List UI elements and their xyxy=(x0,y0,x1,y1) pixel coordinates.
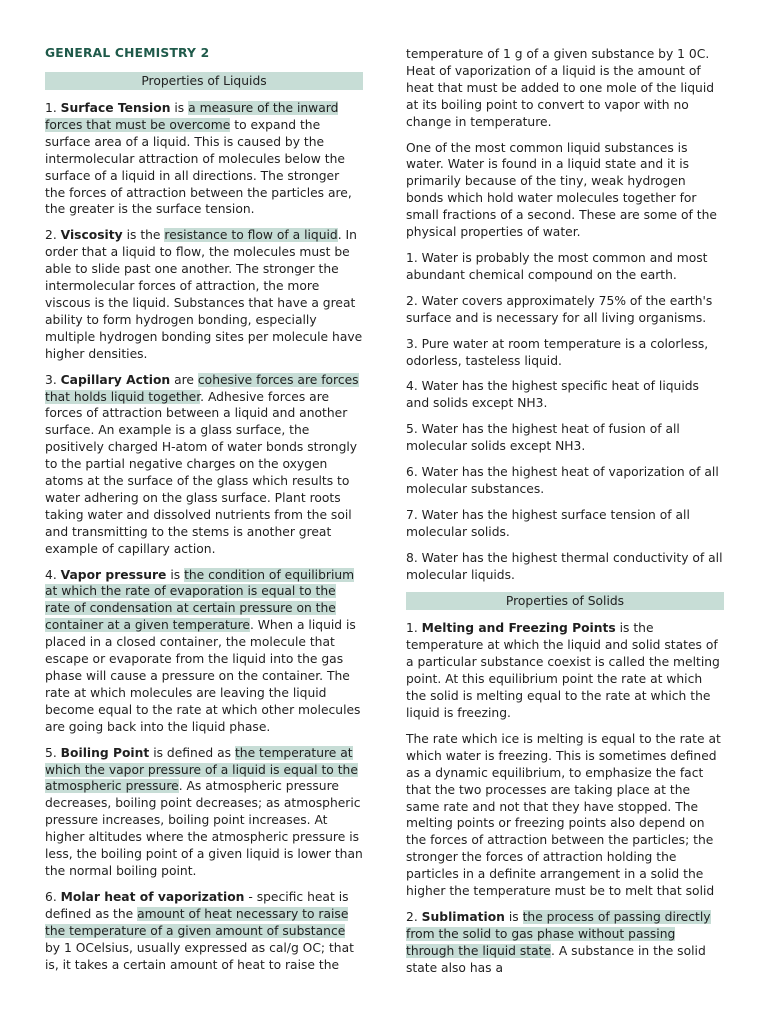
highlight-definition: a measure of the inward forces that must be overcome xyxy=(45,101,339,132)
term-surface-tension: Surface Tension xyxy=(60,101,171,115)
section-header-liquids: Properties of Liquids xyxy=(45,72,363,90)
highlight-definition: amount of heat necessary to raise the temperature of a given amount of substance xyxy=(45,906,349,938)
paragraph-capillary-action: 3. Capillary Action are cohesive forces are forces that holds liquid together. Adhesive forces are forces of attraction between a liquid and another surface. An example is a glass surface, the positively charged H-atom of water bonds strongly to the partial negative charges on the oxygen atoms at the surface of the glass which results to water adhering on the glass surface. Plant roots taking water and dissolved nutrients from the soil and transmitting to the stems is another great example of capillary action. xyxy=(45,372,359,556)
term-vapor-pressure: Vapor pressure xyxy=(60,567,167,582)
water-property-3: 3. Pure water at room temperature is a colorless, odorless, tasteless liquid. xyxy=(406,336,709,368)
water-property-1: 1. Water is probably the most common and most abundant chemical compound on the earth. xyxy=(406,250,708,282)
left-column xyxy=(45,72,363,982)
document-title: GENERAL CHEMISTRY 2 xyxy=(45,46,210,60)
paragraph-water-intro: One of the most common liquid substances is water. Water is found in a liquid state and it is primarily because of the tiny, weak hydrogen bonds which hold water molecules together for small fractions of a second. These are some of the physical properties of water. xyxy=(406,140,717,240)
highlight-definition: the condition of equilibrium at which the rate of evaporation is equal to the rate of condensation at certain pressure on the container at a given temperature xyxy=(45,567,355,633)
term-viscosity: Viscosity xyxy=(60,228,123,243)
highlight-definition: the process of passing directly from the solid to gas phase without passing through the liquid state xyxy=(406,909,711,958)
water-property-8: 8. Water has the highest thermal conductivity of all molecular liquids. xyxy=(406,550,723,582)
highlight-definition: resistance to flow of a liquid xyxy=(164,228,338,243)
water-property-4: 4. Water has the highest specific heat of liquids and solids except NH3. xyxy=(406,379,699,411)
term-molar-heat-vaporization: Molar heat of vaporization xyxy=(60,889,245,904)
paragraph-heat-vaporization-cont: temperature of 1 g of a given substance by 1 0C. Heat of vaporization of a liquid is the amount of heat that must be added to one mole of the liquid at its boiling point to convert to vapor with no change in temperature. xyxy=(406,47,715,129)
section-header-solids: Properties of Solids xyxy=(406,592,724,610)
paragraph-surface-tension: 1. Surface Tension is a measure of the inward forces that must be overcome to expand the surface area of a liquid. This is caused by the intermolecular attraction of molecules below the surface of a liquid in all directions. The stronger the forces of attraction between the particles are, the greater is the surface tension. xyxy=(45,101,352,217)
paragraph-dynamic-equilibrium: The rate which ice is melting is equal to the rate at which water is freezing. This is sometimes defined as a dynamic equilibrium, to emphasize the fact that the two processes are taking place at the same rate and not that they have stopped. The melting points or freezing points also depend on the forces of attraction between the particles; the stronger the forces of attraction holding the particles in a definite arrangement in a solid the higher the temperature must be to melt that solid xyxy=(406,731,721,899)
paragraph-melting-freezing: 1. Melting and Freezing Points is the temperature at which the liquid and solid states of a particular substance coexist is called the melting point. At this equilibrium point the rate at which the solid is melting equal to the rate at which the liquid is freezing. xyxy=(406,621,720,720)
water-property-5: 5. Water has the highest heat of fusion of all molecular solids except NH3. xyxy=(406,422,680,454)
term-melting-freezing: Melting and Freezing Points xyxy=(421,621,616,636)
paragraph-viscosity: 2. Viscosity is the resistance to flow of a liquid. In order that a liquid to flow, the molecules must be able to slide past one another. The stronger the intermolecular forces of attraction, the more viscous is the liquid. Substances that have a great ability to form hydrogen bonding, especially multiple hydrogen bonding sites per molecule have higher densities. xyxy=(45,228,363,361)
paragraph-vapor-pressure: 4. Vapor pressure is the condition of equilibrium at which the rate of evaporation is equal to the rate of condensation at certain pressure on the container at a given temperature. When a liquid is placed in a closed container, the molecule that escape or evaporate from the liquid into the gas phase will cause a pressure on the container. The rate at which molecules are leaving the liquid become equal to the rate at which other molecules are going back into the liquid phase. xyxy=(45,567,361,734)
term-boiling-point: Boiling Point xyxy=(60,745,150,760)
term-sublimation: Sublimation xyxy=(421,909,505,924)
paragraph-molar-heat-vaporization: 6. Molar heat of vaporization - specific heat is defined as the amount of heat necessary to raise the temperature of a given amount of substance by 1 OCelsius, usually expressed as cal/g OC; that is, it takes a certain amount of heat to raise the xyxy=(45,889,354,972)
paragraph-boiling-point: 5. Boiling Point is defined as the temperature at which the vapor pressure of a liquid is equal to the atmospheric pressure. As atmospheric pressure decreases, boiling point decreases; as atmospheric pressure increases, boiling point increases. At higher altitudes where the atmospheric pressure is less, the boiling point of a given liquid is lower than the normal boiling point. xyxy=(45,745,363,878)
water-property-7: 7. Water has the highest surface tension of all molecular solids. xyxy=(406,507,690,539)
highlight-definition: the temperature at which the vapor pressure of a liquid is equal to the atmospheric pressure xyxy=(45,745,358,794)
term-capillary-action: Capillary Action xyxy=(60,372,171,387)
right-column xyxy=(406,46,724,986)
paragraph-sublimation: 2. Sublimation is the process of passing directly from the solid to gas phase without passing through the liquid state. A substance in the solid state also has a xyxy=(406,909,711,975)
water-property-2: 2. Water covers approximately 75% of the earth's surface and is necessary for all living organisms. xyxy=(406,293,713,325)
highlight-definition: cohesive forces are forces that holds liquid together xyxy=(45,372,359,404)
water-property-6: 6. Water has the highest heat of vaporization of all molecular substances. xyxy=(406,465,719,496)
